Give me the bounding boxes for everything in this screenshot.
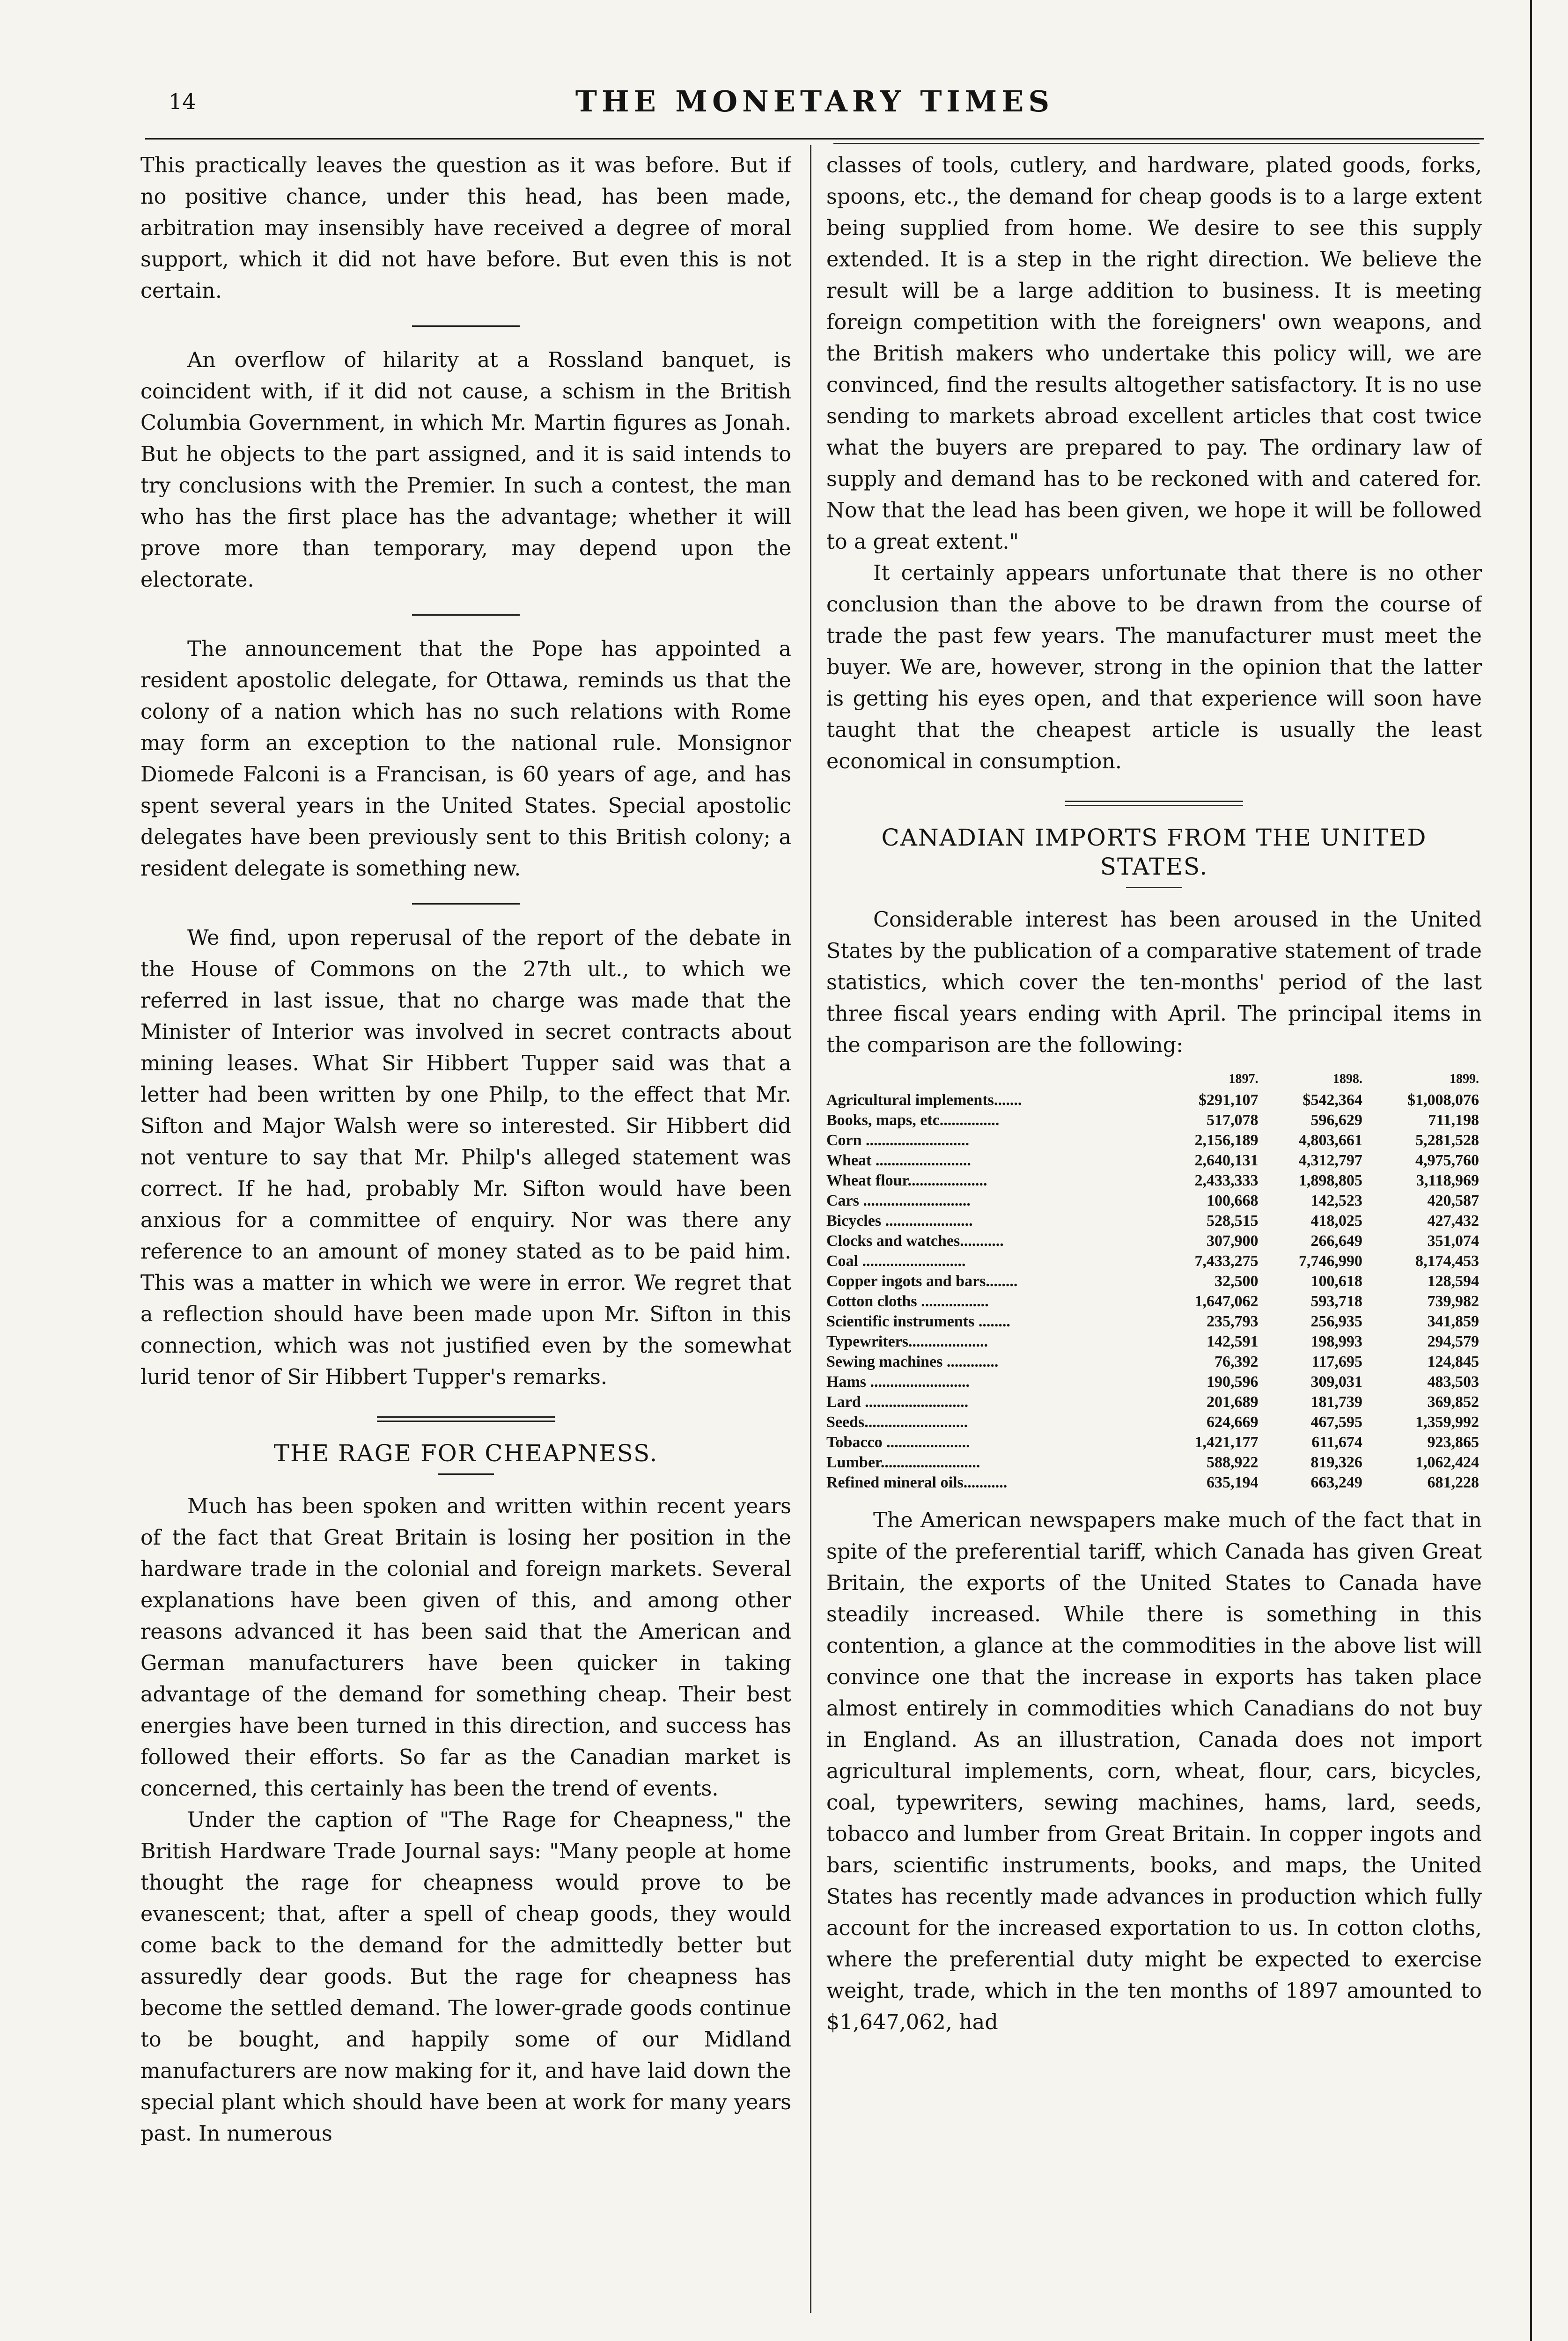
row-value-1898: 309,031 — [1310, 1373, 1362, 1391]
row-value-1897: 528,515 — [1206, 1212, 1259, 1229]
page-edge-line — [1530, 0, 1532, 2341]
row-item-label: Lumber......................... — [826, 1454, 980, 1471]
table-header-year: 1898. — [1332, 1072, 1362, 1086]
row-item-label: Hams ......................... — [826, 1373, 970, 1391]
row-value-1898: 7,746,990 — [1298, 1252, 1362, 1270]
row-value-1899: 483,503 — [1427, 1373, 1479, 1391]
page-header — [140, 84, 1489, 126]
left-column — [140, 150, 791, 2322]
row-value-1898: 198,993 — [1310, 1333, 1362, 1350]
table-header-year: 1897. — [1229, 1072, 1259, 1086]
row-value-1897: 517,078 — [1206, 1112, 1259, 1129]
row-value-1897: 635,194 — [1206, 1474, 1259, 1491]
table-row — [826, 1432, 1482, 1452]
row-value-1899: 923,865 — [1427, 1434, 1479, 1451]
paragraph-quote-continued: classes of tools, cutlery, and hardware, plated goods, forks, spoons, etc., the demand for cheap goods is to a large extent being supplied from home. We desire to see this supply extended. It is a step in the right direction. We believe the result will be a large addition to business. It is meeting foreign competition with the foreigners' own weapons, and the British makers who undertake this policy will, we are convinced, find the results altogether satisfactory. It is no use sending to markets abroad excellent articles that cost twice what the buyers are prepared to pay. The ordinary law of supply and demand has to be reckoned with and catered for. Now that the lead has been given, we hope it will be followed to a great extent." — [826, 154, 1482, 554]
row-item-label: Books, maps, etc............... — [826, 1112, 1000, 1129]
rage-for-cheapness-heading: THE RAGE FOR CHEAPNESS. — [273, 1440, 658, 1467]
row-item-label: Lard .......................... — [826, 1393, 969, 1411]
row-value-1899: 4,975,760 — [1415, 1152, 1479, 1169]
imports-table-body — [826, 1090, 1482, 1493]
table-header-item — [826, 1072, 1157, 1090]
paragraph-apostolic-delegate: The announcement that the Pope has appointed a resident apostolic delegate, for Ottawa, reminds us that the colony of a nation which has no such relations with Rome may form an exception to the national rule. Monsignor Diomede Falconi is a Francisan, is 60 years of age, and has spent several years in the United States. Special apostolic delegates have been previously sent to this British colony; a resident delegate is something new. — [140, 637, 791, 881]
table-row — [826, 1352, 1482, 1372]
journal-title: THE MONETARY TIMES — [575, 84, 1054, 118]
right-column — [826, 150, 1482, 2322]
row-value-1899: 124,845 — [1427, 1353, 1479, 1370]
row-value-1897: 142,591 — [1206, 1333, 1259, 1350]
paragraph-commons-debate: We find, upon reperusal of the report of the debate in the House of Commons on the 27th ult., to which we referred in last issue, that no charge was made that the Minister of Interior was involved in secret contracts about mining leases. What Sir Hibbert Tupper said was that a letter had been written by one Philp, to the effect that Mr. Sifton and Major Walsh were so interested. Sir Hibbert did not venture to say that Mr. Philp's alleged statement was correct. If he had, probably Mr. Sifton would have been anxious for a committee of enquiry. Nor was there any reference to an amount of money stated as to be paid him. This was a matter in which we were in error. We regret that a reflection should have been made upon Mr. Sifton in this connection, which was not justified even by the somewhat lurid tenor of Sir Hibbert Tupper's remarks. — [140, 926, 791, 1389]
page-number: 14 — [169, 89, 196, 114]
row-value-1899: 1,359,992 — [1415, 1413, 1479, 1431]
canadian-imports-heading: CANADIAN IMPORTS FROM THE UNITED STATES. — [881, 824, 1427, 880]
row-value-1899: 1,062,424 — [1415, 1454, 1479, 1471]
table-row — [826, 1392, 1482, 1412]
column-divider — [810, 145, 811, 2313]
row-value-1899: $1,008,076 — [1407, 1091, 1479, 1109]
row-value-1899: 8,174,453 — [1415, 1252, 1479, 1270]
row-value-1898: 611,674 — [1311, 1434, 1362, 1451]
section-separator — [412, 903, 520, 905]
row-value-1898: 256,935 — [1310, 1313, 1362, 1330]
row-value-1899: 681,228 — [1427, 1474, 1479, 1491]
row-value-1897: 32,500 — [1214, 1273, 1259, 1290]
row-value-1899: 739,982 — [1427, 1293, 1479, 1310]
paragraph-trade-journal-quote: Under the caption of "The Rage for Cheapness," the British Hardware Trade Journal says: "Many people at home thought the rage for cheapness would prove to be evanescent; that, after a spell of cheap goods, they would come back to the demand for the admittedly better but assuredly dear goods. But the rage for cheapness has become the settled demand. The lower-grade goods continue to be bought, and happily some of our Midland manufacturers are now making for it, and have laid down the special plant which should have been at work for many years past. In numerous — [140, 1808, 791, 2146]
row-value-1899: 351,074 — [1427, 1232, 1479, 1250]
table-row — [826, 1271, 1482, 1291]
row-value-1898: 596,629 — [1310, 1112, 1362, 1129]
row-item-label: Corn .......................... — [826, 1132, 970, 1149]
row-item-label: Agricultural implements....... — [826, 1091, 1022, 1109]
row-value-1898: $542,364 — [1303, 1091, 1362, 1109]
row-value-1897: 100,668 — [1206, 1192, 1259, 1209]
row-value-1898: 4,312,797 — [1298, 1152, 1362, 1169]
paragraph-american-newspapers: The American newspapers make much of the fact that in spite of the preferential tariff, which Canada has given Great Britain, the exports of the United States to Canada have steadily increased. While there is something in this contention, a glance at the commodities in the above list will convince one that the increase in exports has taken place almost entirely in commodities which Canadians do not buy in England. As an illustration, Canada does not import agricultural implements, corn, wheat, flour, cars, bicycles, coal, typewriters, sewing machines, hams, lard, seeds, tobacco and lumber from Great Britain. In copper ingots and bars, scientific instruments, books, and maps, the United States has recently made advances in production which fully account for the increased exportation to us. In cotton cloths, where the preferential duty might be expected to exercise weight, trade, which in the ten months of 1897 amounted to $1,647,062, had — [826, 1509, 1482, 2034]
row-item-label: Clocks and watches........... — [826, 1232, 1004, 1250]
row-value-1897: 588,922 — [1206, 1454, 1259, 1471]
row-item-label: Typewriters.................... — [826, 1333, 988, 1350]
row-value-1898: 266,649 — [1310, 1232, 1362, 1250]
table-row — [826, 1110, 1482, 1130]
row-value-1899: 427,432 — [1427, 1212, 1479, 1229]
row-value-1897: 1,647,062 — [1194, 1293, 1259, 1310]
heading-rule — [438, 1473, 494, 1475]
row-value-1897: 2,640,131 — [1194, 1152, 1259, 1169]
row-value-1898: 1,898,805 — [1298, 1172, 1362, 1189]
row-value-1899: 5,281,528 — [1415, 1132, 1479, 1149]
row-value-1897: 201,689 — [1206, 1393, 1259, 1411]
table-row — [826, 1332, 1482, 1352]
row-value-1897: 1,421,177 — [1194, 1434, 1259, 1451]
row-item-label: Coal .......................... — [826, 1252, 966, 1270]
table-row — [826, 1311, 1482, 1332]
row-item-label: Cotton cloths ................. — [826, 1293, 989, 1310]
row-item-label: Wheat ........................ — [826, 1152, 971, 1169]
table-row — [826, 1372, 1482, 1392]
row-value-1899: 341,859 — [1427, 1313, 1479, 1330]
row-value-1897: 76,392 — [1214, 1353, 1259, 1370]
row-value-1898: 663,249 — [1310, 1474, 1362, 1491]
paragraph-conclusion: It certainly appears unfortunate that there is no other conclusion than the above to be drawn from the course of trade the past few years. The manufacturer must meet the buyer. We are, however, strong in the opinion that the latter is getting his eyes open, and that experience will soon have taught that the cheapest article is usually the least economical in consumption. — [826, 561, 1482, 773]
table-row — [826, 1452, 1482, 1472]
row-value-1899: 128,594 — [1427, 1273, 1479, 1290]
imports-table — [826, 1072, 1482, 1493]
table-row — [826, 1090, 1482, 1110]
row-value-1898: 117,695 — [1311, 1353, 1362, 1370]
paragraph-hardware-trade: Much has been spoken and written within recent years of the fact that Great Britain is losing her position in the hardware trade in the colonial and foreign markets. Several explanations have been given of this, and among other reasons advanced it has been said that the American and German manufacturers have been quicker in taking advantage of the demand for something cheap. Their best energies have been turned in this direction, and success has followed their efforts. So far as the Canadian market is concerned, this certainly has been the trend of events. — [140, 1494, 791, 1801]
header-rule-secondary — [833, 143, 1480, 144]
row-value-1898: 418,025 — [1310, 1212, 1362, 1229]
table-row — [826, 1211, 1482, 1231]
table-row — [826, 1191, 1482, 1211]
row-value-1899: 711,198 — [1428, 1112, 1479, 1129]
row-value-1897: $291,107 — [1198, 1091, 1259, 1109]
heading-rule — [1126, 887, 1182, 888]
table-row — [826, 1251, 1482, 1271]
row-item-label: Tobacco ..................... — [826, 1434, 970, 1451]
row-value-1897: 307,900 — [1206, 1232, 1259, 1250]
row-value-1898: 819,326 — [1310, 1454, 1362, 1471]
row-item-label: Refined mineral oils........... — [826, 1474, 1008, 1491]
table-header-row — [826, 1072, 1482, 1090]
row-value-1899: 3,118,969 — [1416, 1172, 1479, 1189]
row-value-1897: 624,669 — [1206, 1413, 1259, 1431]
table-row — [826, 1472, 1482, 1493]
table-row — [826, 1130, 1482, 1150]
row-value-1897: 7,433,275 — [1194, 1252, 1259, 1270]
table-header-year: 1899. — [1450, 1072, 1479, 1086]
row-value-1899: 369,852 — [1427, 1393, 1479, 1411]
row-value-1897: 2,433,333 — [1194, 1172, 1259, 1189]
row-item-label: Seeds.......................... — [826, 1413, 968, 1431]
article-separator — [1065, 801, 1243, 806]
row-item-label: Cars ........................... — [826, 1192, 971, 1209]
row-item-label: Scientific instruments ........ — [826, 1313, 1010, 1330]
row-value-1898: 142,523 — [1310, 1192, 1362, 1209]
table-row — [826, 1412, 1482, 1432]
row-value-1897: 2,156,189 — [1194, 1132, 1259, 1149]
table-row — [826, 1170, 1482, 1191]
row-value-1897: 190,596 — [1206, 1373, 1259, 1391]
row-value-1899: 420,587 — [1427, 1192, 1479, 1209]
row-item-label: Copper ingots and bars........ — [826, 1273, 1018, 1290]
article-separator — [377, 1416, 555, 1422]
row-value-1898: 4,803,661 — [1298, 1132, 1362, 1149]
row-value-1898: 467,595 — [1310, 1413, 1362, 1431]
paragraph-arbitration: This practically leaves the question as it was before. But if no positive chance, under this head, has been made, arbitration may insensibly have received a degree of moral support, which it did not have before. But even this is not certain. — [140, 154, 791, 303]
row-value-1898: 100,618 — [1310, 1273, 1362, 1290]
paragraph-rossland-banquet: An overflow of hilarity at a Rossland banquet, is coincident with, if it did not cause, a schism in the British Columbia Government, in which Mr. Martin figures as Jonah. But he objects to the part assigned, and it is said intends to try conclusions with the Premier. In such a contest, the man who has the first place has the advantage; whether it will prove more than temporary, may depend upon the electorate. — [140, 348, 791, 592]
section-separator — [412, 614, 520, 616]
row-value-1898: 181,739 — [1310, 1393, 1362, 1411]
header-rule — [145, 138, 1484, 140]
row-value-1897: 235,793 — [1206, 1313, 1259, 1330]
row-value-1898: 593,718 — [1310, 1293, 1362, 1310]
table-row — [826, 1291, 1482, 1311]
section-separator — [412, 325, 520, 327]
row-item-label: Wheat flour.................... — [826, 1172, 987, 1189]
table-row — [826, 1150, 1482, 1170]
table-row — [826, 1231, 1482, 1251]
row-value-1899: 294,579 — [1427, 1333, 1479, 1350]
paragraph-trade-statistics: Considerable interest has been aroused in the United States by the publication of a comparative statement of trade statistics, which cover the ten-months' period of the last three fiscal years ending with April. The principal items in the comparison are the following: — [826, 908, 1482, 1057]
row-item-label: Bicycles ...................... — [826, 1212, 973, 1229]
row-item-label: Sewing machines ............. — [826, 1353, 999, 1370]
